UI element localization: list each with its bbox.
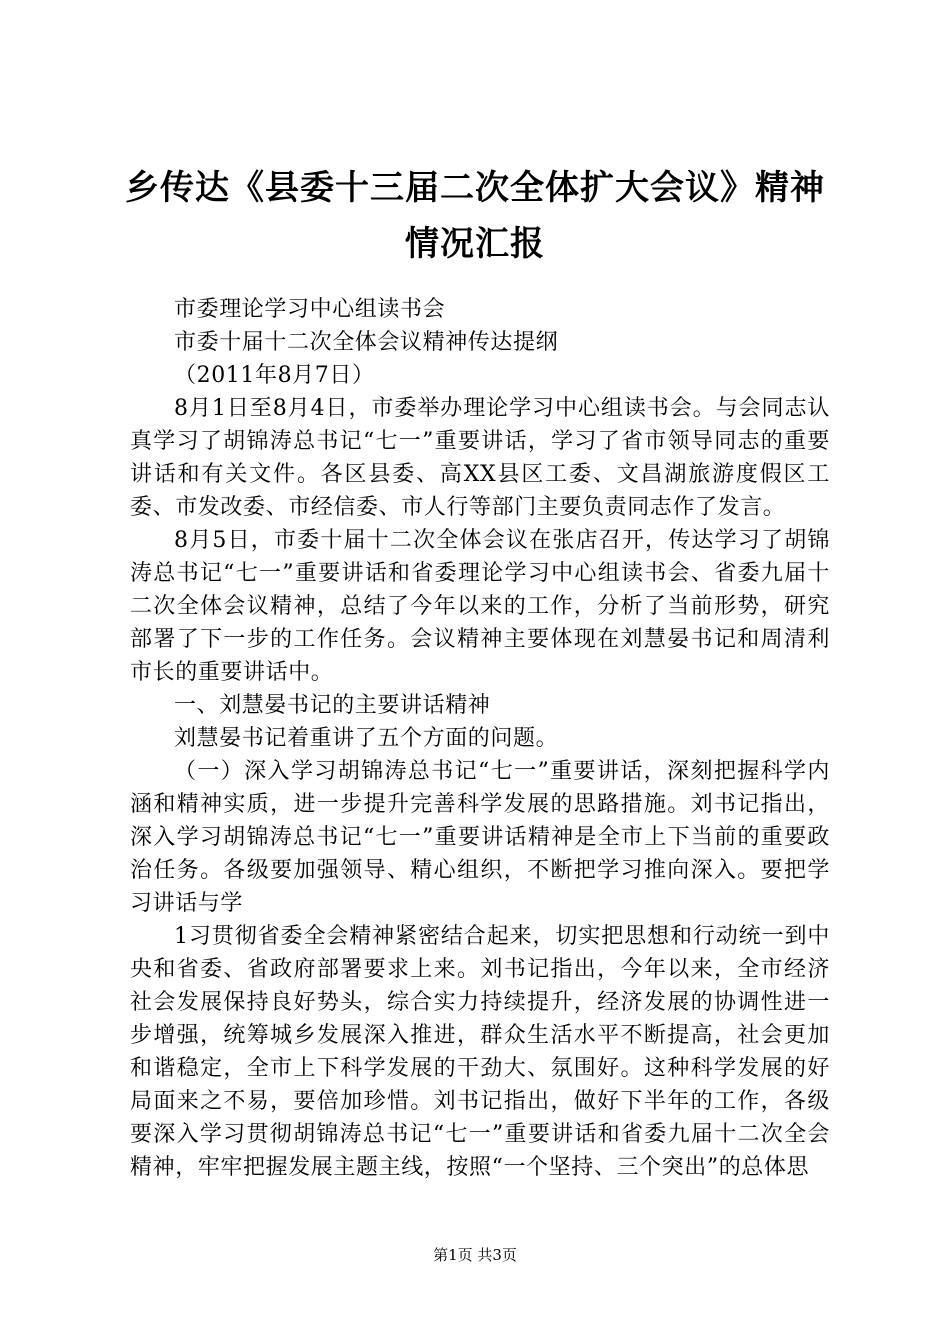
paragraph-reading-session: 8月1日至8月4日，市委举办理论学习中心组读书会。与会同志认真学习了胡锦涛总书记“七一”重要讲话，学习了省市领导同志的重要讲话和有关文件。各区县委、高XX县区工委、文昌湖旅游度假区工委、市发改委、市经信委、市人行等部门主要负责同志作了发言。 [130, 396, 830, 520]
paragraph-date: （2011年8月7日） [174, 363, 375, 388]
paragraph-subtitle: 市委十届十二次全体会议精神传达提纲 [174, 330, 559, 355]
paragraph-point-1: （一）深入学习胡锦涛总书记“七一”重要讲话，深刻把握科学内涵和精神实质，进一步提升完善科学发展的思路措施。刘书记指出，深入学习胡锦涛总书记“七一”重要讲话精神是全市上下当前的重要政治任务。各级要加强领导、精心组织，不断把学习推向深入。要把学习讲话与学 [130, 759, 830, 916]
title-line-2: 情况汇报 [405, 224, 545, 264]
section-heading-1: 一、刘慧晏书记的主要讲话精神 [174, 693, 491, 718]
document-body [130, 293, 830, 1184]
paragraph-plenary-session: 8月5日，市委十届十二次全体会议在张店召开，传达学习了胡锦涛总书记“七一”重要讲话和省委理论学习中心组读书会、省委九届十二次全体会议精神，总结了今年以来的工作，分析了当前形势，研究部署了下一步的工作任务。会议精神主要体现在刘慧晏书记和周清利市长的重要讲话中。 [130, 528, 830, 685]
document-title [120, 160, 830, 272]
page-number-footer: 第1页 共3页 [433, 1246, 517, 1264]
paragraph-continuation: 1习贯彻省委全会精神紧密结合起来，切实把思想和行动统一到中央和省委、省政府部署要求上来。刘书记指出，今年以来，全市经济社会发展保持良好势头，综合实力持续提升，经济发展的协调性进一步增强，统筹城乡发展深入推进，群众生活水平不断提高，社会更加和谐稳定，全市上下科学发展的干劲大、氛围好。这种科学发展的好局面来之不易，要倍加珍惜。刘书记指出，做好下半年的工作，各级要深入学习贯彻胡锦涛总书记“七一”重要讲话和省委九届十二次全会精神，牢牢把握发展主题主线，按照“一个坚持、三个突出”的总体思 [130, 924, 830, 1180]
title-line-1: 乡传达《县委十三届二次全体扩大会议》精神 [125, 168, 825, 208]
paragraph-five-issues: 刘慧晏书记着重讲了五个方面的问题。 [174, 726, 559, 751]
paragraph-organizer: 市委理论学习中心组读书会 [174, 297, 446, 322]
